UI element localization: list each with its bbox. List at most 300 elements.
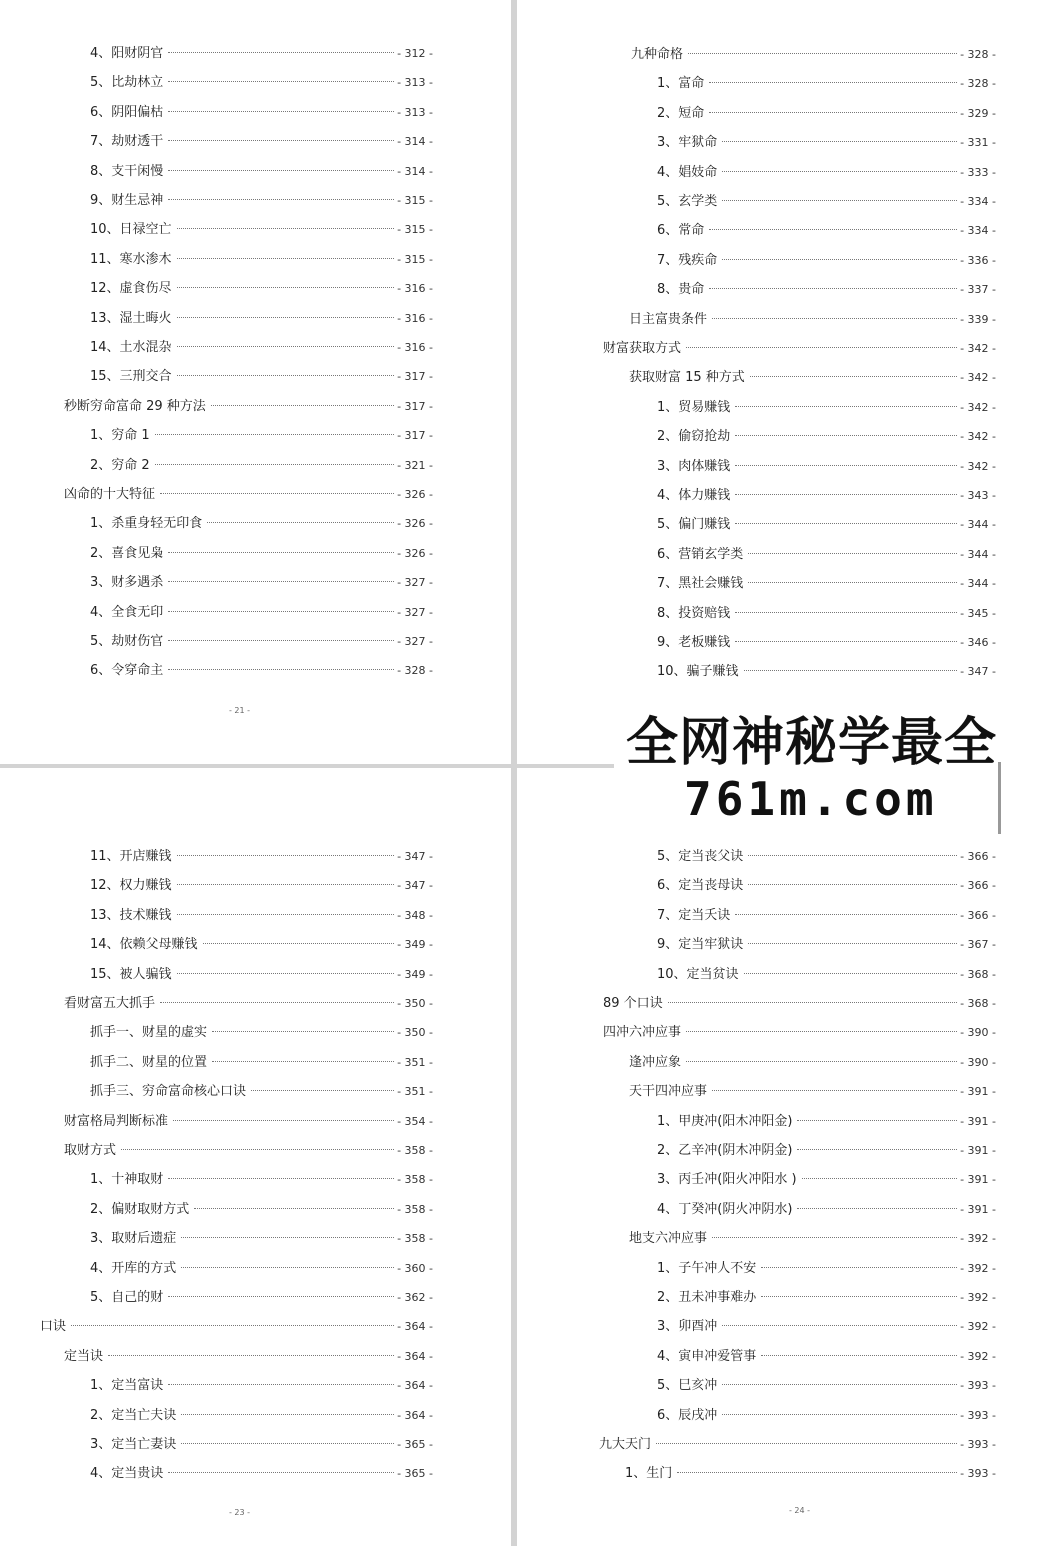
toc-entry-title: 逢冲应象	[629, 1054, 682, 1070]
toc-entry-title: 10、骗子赚钱	[657, 664, 739, 680]
dot-leader	[177, 227, 395, 229]
dot-leader	[748, 854, 957, 856]
toc-entry	[90, 630, 433, 650]
toc-entry-title: 抓手二、财星的位置	[90, 1054, 208, 1070]
toc-entry-page-number: - 393 -	[960, 1379, 996, 1393]
dot-leader	[712, 1089, 957, 1091]
dot-leader	[168, 51, 394, 53]
toc-entry-title: 取财方式	[64, 1143, 117, 1158]
toc-entry	[90, 160, 433, 180]
dot-leader	[722, 140, 957, 142]
toc-entry-page-number: - 391 -	[960, 1202, 996, 1216]
toc-entry-page-number: - 367 -	[960, 938, 996, 952]
dot-leader	[168, 1177, 394, 1179]
toc-entry-page-number: - 337 -	[960, 283, 996, 297]
toc-entry-title: 10、定当贫诀	[657, 966, 739, 982]
toc-entry-page-number: - 342 -	[960, 342, 996, 355]
toc-entry-title: 8、贵命	[657, 282, 705, 298]
toc-entry	[90, 71, 433, 91]
toc-entry	[90, 307, 433, 327]
toc-entry-title: 6、定当丧母诀	[657, 878, 744, 894]
toc-entry	[90, 130, 433, 150]
toc-entry-title: 6、常命	[657, 223, 705, 239]
toc-entry-page-number: - 331 -	[960, 136, 996, 150]
toc-entry-title: 九大天门	[599, 1437, 652, 1452]
dot-leader	[761, 1295, 957, 1297]
toc-entry	[603, 1021, 996, 1041]
dot-leader	[712, 317, 957, 319]
toc-entry	[90, 1198, 433, 1218]
toc-entry-page-number: - 329 -	[960, 106, 996, 120]
toc-entry	[625, 1462, 996, 1482]
toc-entry-page-number: - 349 -	[397, 967, 433, 981]
toc-entry-page-number: - 317 -	[397, 370, 433, 384]
toc-entry-page-number: - 358 -	[397, 1232, 433, 1246]
toc-entry-page-number: - 326 -	[397, 488, 433, 501]
toc-entry	[90, 1080, 433, 1100]
toc-entry-page-number: - 360 -	[397, 1261, 433, 1275]
dot-leader	[744, 972, 958, 974]
toc-entry-title: 14、土水混杂	[90, 340, 172, 355]
toc-entry-title: 九种命格	[631, 47, 684, 62]
dot-leader	[168, 110, 394, 112]
dot-leader	[168, 198, 394, 200]
toc-entry-page-number: - 349 -	[397, 938, 433, 952]
toc-entry-page-number: - 351 -	[397, 1055, 433, 1069]
toc-entry-page-number: - 366 -	[960, 850, 996, 863]
toc-entry-page-number: - 368 -	[960, 997, 996, 1010]
toc-entry-page-number: - 347 -	[397, 850, 433, 863]
toc-entry-page-number: - 350 -	[397, 1026, 433, 1040]
toc-entry	[657, 602, 996, 622]
toc-entry-page-number: - 317 -	[397, 399, 433, 413]
toc-entry	[64, 1139, 433, 1159]
toc-entry-page-number: - 358 -	[397, 1202, 433, 1216]
toc-entry-title: 4、阳财阴官	[90, 46, 164, 61]
toc-entry	[657, 1139, 996, 1159]
dot-leader	[177, 972, 395, 974]
toc-entry-page-number: - 342 -	[960, 371, 996, 385]
page-number-footer: - 23 -	[229, 1508, 251, 1517]
toc-entry-title: 9、定当牢狱诀	[657, 937, 744, 953]
toc-page-24	[517, 768, 1064, 1546]
dot-leader	[735, 434, 957, 436]
toc-entry-title: 7、定当夭诀	[657, 907, 731, 923]
toc-entry	[657, 484, 996, 504]
toc-entry-title: 2、偷窃抢劫	[657, 429, 731, 445]
dot-leader	[177, 286, 395, 288]
toc-entry-title: 四冲六冲应事	[603, 1025, 682, 1041]
toc-entry-title: 2、丑未冲事难办	[657, 1290, 757, 1305]
toc-entry	[90, 1021, 433, 1041]
toc-entry-title: 89 个口诀	[603, 996, 663, 1011]
dot-leader	[212, 1060, 394, 1062]
toc-entry-page-number: - 365 -	[397, 1467, 433, 1481]
toc-entry-page-number: - 392 -	[960, 1349, 996, 1363]
watermark-url: 761m.com	[684, 772, 938, 826]
toc-entry-page-number: - 343 -	[960, 489, 996, 502]
toc-entry-title: 5、玄学类	[657, 194, 718, 209]
toc-entry-title: 12、虚食伤尽	[90, 281, 172, 297]
toc-entry	[657, 1286, 996, 1306]
dot-leader	[121, 1148, 394, 1150]
toc-entry-title: 3、取财后遗症	[90, 1231, 177, 1247]
toc-entry-page-number: - 344 -	[960, 577, 996, 591]
dot-leader	[168, 80, 394, 82]
toc-entry	[90, 277, 433, 297]
watermark-overlay	[614, 692, 1064, 842]
toc-entry	[90, 963, 433, 983]
toc-entry-title: 6、营销玄学类	[657, 546, 744, 562]
toc-entry-page-number: - 315 -	[397, 194, 433, 207]
toc-entry	[90, 1286, 433, 1306]
toc-entry-page-number: - 366 -	[960, 879, 996, 893]
dot-leader	[656, 1442, 957, 1444]
toc-entry	[657, 963, 996, 983]
toc-entry-page-number: - 391 -	[960, 1085, 996, 1099]
toc-entry-title: 口诀	[40, 1319, 67, 1335]
toc-entry	[90, 659, 433, 679]
toc-entry-title: 15、三刑交合	[90, 369, 172, 385]
toc-entry-page-number: - 334 -	[960, 195, 996, 208]
toc-entry	[657, 190, 996, 210]
toc-entry-title: 1、甲庚冲(阳木冲阳金)	[657, 1113, 793, 1129]
dot-leader	[168, 580, 394, 582]
toc-entry	[90, 1462, 433, 1482]
toc-entry	[657, 425, 996, 445]
dot-leader	[761, 1266, 957, 1268]
toc-entry-page-number: - 347 -	[397, 879, 433, 893]
toc-entry-page-number: - 348 -	[397, 908, 433, 922]
toc-entry	[40, 1315, 433, 1335]
watermark-divider	[998, 762, 1001, 834]
toc-entry	[90, 571, 433, 591]
toc-entry-title: 4、寅申冲爱管事	[657, 1348, 757, 1364]
toc-entry-page-number: - 393 -	[960, 1467, 996, 1481]
toc-entry-title: 2、定当亡夫诀	[90, 1407, 177, 1423]
toc-entry-page-number: - 313 -	[397, 105, 433, 119]
toc-entry	[629, 366, 996, 386]
dot-leader	[712, 1236, 957, 1238]
dot-leader	[722, 258, 957, 260]
dot-leader	[735, 405, 957, 407]
toc-page-22	[517, 0, 1064, 764]
toc-entry-title: 4、娼妓命	[657, 164, 718, 180]
toc-entry-page-number: - 328 -	[960, 48, 996, 61]
toc-entry	[631, 43, 996, 63]
toc-entry-page-number: - 314 -	[397, 135, 433, 149]
toc-entry-title: 3、财多遇杀	[90, 575, 164, 591]
toc-entry-page-number: - 364 -	[397, 1379, 433, 1393]
toc-entry-page-number: - 346 -	[960, 636, 996, 649]
toc-entry	[657, 874, 996, 894]
toc-entry	[629, 1080, 996, 1100]
toc-entry	[657, 513, 996, 533]
toc-entry-page-number: - 339 -	[960, 312, 996, 326]
toc-entry	[64, 1110, 433, 1130]
toc-entry-page-number: - 354 -	[397, 1114, 433, 1128]
toc-entry-title: 1、富命	[657, 76, 705, 92]
dot-leader	[177, 345, 395, 347]
watermark-title: 全网神秘学最全	[626, 713, 998, 773]
toc-entry	[657, 455, 996, 475]
toc-entry-page-number: - 327 -	[397, 635, 433, 648]
toc-entry-title: 定当诀	[64, 1348, 104, 1364]
dot-leader	[748, 883, 957, 885]
dot-leader	[797, 1207, 957, 1209]
toc-entry-title: 13、湿土晦火	[90, 310, 172, 326]
toc-entry-page-number: - 316 -	[397, 311, 433, 325]
dot-leader	[668, 1001, 957, 1003]
dot-leader	[155, 463, 394, 465]
page-number-footer: - 21 -	[229, 706, 251, 715]
toc-entry-title: 看财富五大抓手	[64, 996, 156, 1011]
toc-entry-page-number: - 344 -	[960, 547, 996, 561]
toc-entry-page-number: - 392 -	[960, 1261, 996, 1275]
toc-entry-page-number: - 314 -	[397, 164, 433, 178]
toc-entry	[90, 904, 433, 924]
dot-leader	[744, 669, 958, 671]
toc-entry	[90, 1374, 433, 1394]
toc-entry	[657, 1257, 996, 1277]
toc-entry-page-number: - 345 -	[960, 606, 996, 620]
dot-leader	[722, 1383, 957, 1385]
toc-entry-page-number: - 393 -	[960, 1438, 996, 1451]
dot-leader	[750, 375, 957, 377]
dot-leader	[177, 316, 395, 318]
dot-leader	[722, 170, 957, 172]
toc-entry-title: 1、子午冲人不安	[657, 1260, 757, 1276]
dot-leader	[677, 1471, 957, 1473]
toc-entry	[64, 1345, 433, 1365]
toc-entry	[90, 101, 433, 121]
toc-entry-page-number: - 315 -	[397, 223, 433, 237]
toc-entry	[64, 992, 433, 1012]
toc-entry-page-number: - 364 -	[397, 1320, 433, 1334]
dot-leader	[709, 81, 957, 83]
toc-entry-title: 4、定当贵诀	[90, 1466, 164, 1482]
dot-leader	[709, 228, 957, 230]
toc-entry-page-number: - 392 -	[960, 1291, 996, 1304]
toc-entry	[657, 219, 996, 239]
toc-entry	[90, 1227, 433, 1247]
toc-entry-title: 2、喜食见枭	[90, 545, 164, 561]
toc-entry-page-number: - 327 -	[397, 605, 433, 619]
toc-entry-page-number: - 334 -	[960, 224, 996, 238]
dot-leader	[748, 942, 957, 944]
toc-entry-page-number: - 368 -	[960, 967, 996, 981]
toc-entry	[657, 1315, 996, 1335]
toc-entry	[657, 161, 996, 181]
toc-entry	[657, 1168, 996, 1188]
toc-entry-page-number: - 333 -	[960, 165, 996, 179]
toc-entry-title: 11、开店赚钱	[90, 849, 172, 864]
toc-entry-title: 6、辰戌冲	[657, 1407, 718, 1423]
toc-entry	[599, 1433, 996, 1453]
toc-entry-title: 地支六冲应事	[629, 1231, 708, 1247]
toc-entry	[657, 102, 996, 122]
toc-entry-page-number: - 364 -	[397, 1349, 433, 1363]
toc-entry-title: 6、令穿命主	[90, 663, 164, 679]
dot-leader	[155, 433, 394, 435]
toc-entry-title: 7、劫财透干	[90, 134, 164, 150]
toc-entry-title: 12、权力赚钱	[90, 878, 172, 894]
dot-leader	[177, 257, 395, 259]
toc-entry-title: 获取财富 15 种方式	[629, 370, 745, 386]
toc-entry	[90, 845, 433, 865]
toc-entry	[90, 1168, 433, 1188]
toc-entry	[90, 1051, 433, 1071]
toc-entry	[64, 483, 433, 503]
toc-entry-title: 8、投资赔钱	[657, 605, 731, 621]
toc-entry-title: 5、巳亥冲	[657, 1378, 718, 1394]
toc-entry-title: 7、残疾命	[657, 252, 718, 268]
toc-entry	[657, 278, 996, 298]
dot-leader	[168, 668, 394, 670]
dot-leader	[797, 1119, 957, 1121]
toc-entry-title: 5、偏门赚钱	[657, 517, 731, 533]
toc-entry-title: 1、定当富诀	[90, 1378, 164, 1394]
dot-leader	[177, 374, 395, 376]
dot-leader	[168, 169, 394, 171]
toc-entry-page-number: - 342 -	[960, 430, 996, 444]
toc-entry	[657, 1345, 996, 1365]
dot-leader	[203, 942, 395, 944]
toc-entry	[90, 1404, 433, 1424]
toc-entry-title: 4、全食无印	[90, 604, 164, 620]
toc-entry-page-number: - 316 -	[397, 341, 433, 354]
toc-entry-title: 1、穷命 1	[90, 428, 150, 444]
toc-page-21	[0, 0, 511, 764]
toc-entry-page-number: - 366 -	[960, 908, 996, 922]
toc-entry	[629, 308, 996, 328]
toc-entry-title: 5、定当丧父诀	[657, 849, 744, 864]
toc-entry-title: 财富格局判断标准	[64, 1113, 169, 1129]
toc-entry-title: 5、比劫林立	[90, 75, 164, 91]
toc-entry	[603, 992, 996, 1012]
toc-entry-title: 9、财生忌神	[90, 193, 164, 208]
dot-leader	[709, 287, 957, 289]
toc-entry	[64, 395, 433, 415]
dot-leader	[207, 521, 394, 523]
dot-leader	[748, 581, 957, 583]
toc-entry-page-number: - 342 -	[960, 459, 996, 473]
toc-entry	[90, 1433, 433, 1453]
toc-entry-page-number: - 347 -	[960, 665, 996, 679]
toc-entry	[90, 874, 433, 894]
dot-leader	[177, 913, 395, 915]
toc-entry-page-number: - 391 -	[960, 1114, 996, 1128]
toc-entry-title: 9、老板赚钱	[657, 635, 731, 650]
dot-leader	[735, 913, 957, 915]
dot-leader	[211, 404, 394, 406]
toc-entry	[657, 72, 996, 92]
dot-leader	[181, 1266, 394, 1268]
toc-entry	[657, 1404, 996, 1424]
toc-entry	[657, 631, 996, 651]
dot-leader	[177, 854, 395, 856]
toc-entry-title: 天干四冲应事	[629, 1084, 708, 1100]
toc-entry-page-number: - 350 -	[397, 997, 433, 1010]
toc-entry-page-number: - 391 -	[960, 1173, 996, 1187]
dot-leader	[181, 1442, 394, 1444]
dot-leader	[688, 52, 957, 54]
toc-entry-page-number: - 364 -	[397, 1408, 433, 1422]
dot-leader	[797, 1148, 957, 1150]
toc-entry	[90, 336, 433, 356]
toc-entry-title: 4、丁癸冲(阴火冲阴水)	[657, 1201, 793, 1217]
dot-leader	[181, 1236, 394, 1238]
toc-entry-page-number: - 392 -	[960, 1320, 996, 1334]
toc-entry	[657, 1198, 996, 1218]
dot-leader	[168, 610, 394, 612]
toc-entry-title: 8、支干闲慢	[90, 163, 164, 179]
toc-entry-page-number: - 327 -	[397, 576, 433, 590]
dot-leader	[181, 1413, 394, 1415]
dot-leader	[160, 492, 394, 494]
toc-entry	[90, 512, 433, 532]
toc-entry-title: 1、生门	[625, 1466, 673, 1482]
toc-entry	[629, 1051, 996, 1071]
dot-leader	[735, 464, 957, 466]
toc-entry-page-number: - 358 -	[397, 1144, 433, 1157]
dot-leader	[722, 1413, 957, 1415]
toc-entry	[90, 601, 433, 621]
toc-entry	[657, 396, 996, 416]
toc-entry	[90, 1257, 433, 1277]
toc-entry	[657, 1110, 996, 1130]
dot-leader	[722, 199, 957, 201]
toc-entry	[657, 933, 996, 953]
toc-entry	[90, 248, 433, 268]
toc-entry-title: 3、牢狱命	[657, 135, 718, 151]
toc-entry-page-number: - 344 -	[960, 518, 996, 532]
dot-leader	[168, 1295, 394, 1297]
toc-entry-page-number: - 326 -	[397, 517, 433, 531]
toc-entry-title: 2、偏财取财方式	[90, 1201, 190, 1217]
toc-entry-page-number: - 392 -	[960, 1232, 996, 1246]
dot-leader	[108, 1354, 394, 1356]
toc-entry-title: 3、定当亡妻诀	[90, 1437, 177, 1452]
dot-leader	[686, 346, 957, 348]
toc-entry-page-number: - 390 -	[960, 1055, 996, 1069]
dot-leader	[722, 1324, 957, 1326]
toc-entry	[657, 1374, 996, 1394]
dot-leader	[709, 111, 957, 113]
dot-leader	[735, 493, 957, 495]
toc-entry	[657, 845, 996, 865]
dot-leader	[194, 1207, 394, 1209]
toc-entry	[657, 572, 996, 592]
dot-leader	[212, 1030, 394, 1032]
toc-entry	[603, 337, 996, 357]
toc-entry-title: 5、劫财伤官	[90, 634, 164, 649]
toc-entry-page-number: - 390 -	[960, 1026, 996, 1040]
dot-leader	[735, 611, 957, 613]
dot-leader	[168, 639, 394, 641]
toc-entry-page-number: - 328 -	[397, 664, 433, 678]
toc-entry	[90, 218, 433, 238]
toc-entry-title: 3、丙壬冲(阳火冲阳水 )	[657, 1172, 797, 1188]
dot-leader	[168, 1471, 394, 1473]
toc-entry-page-number: - 362 -	[397, 1291, 433, 1304]
dot-leader	[251, 1089, 394, 1091]
toc-entry	[90, 933, 433, 953]
dot-leader	[761, 1354, 957, 1356]
toc-entry	[90, 542, 433, 562]
toc-entry-title: 4、开库的方式	[90, 1260, 177, 1276]
toc-entry-title: 秒断穷命富命 29 种方法	[64, 398, 206, 414]
